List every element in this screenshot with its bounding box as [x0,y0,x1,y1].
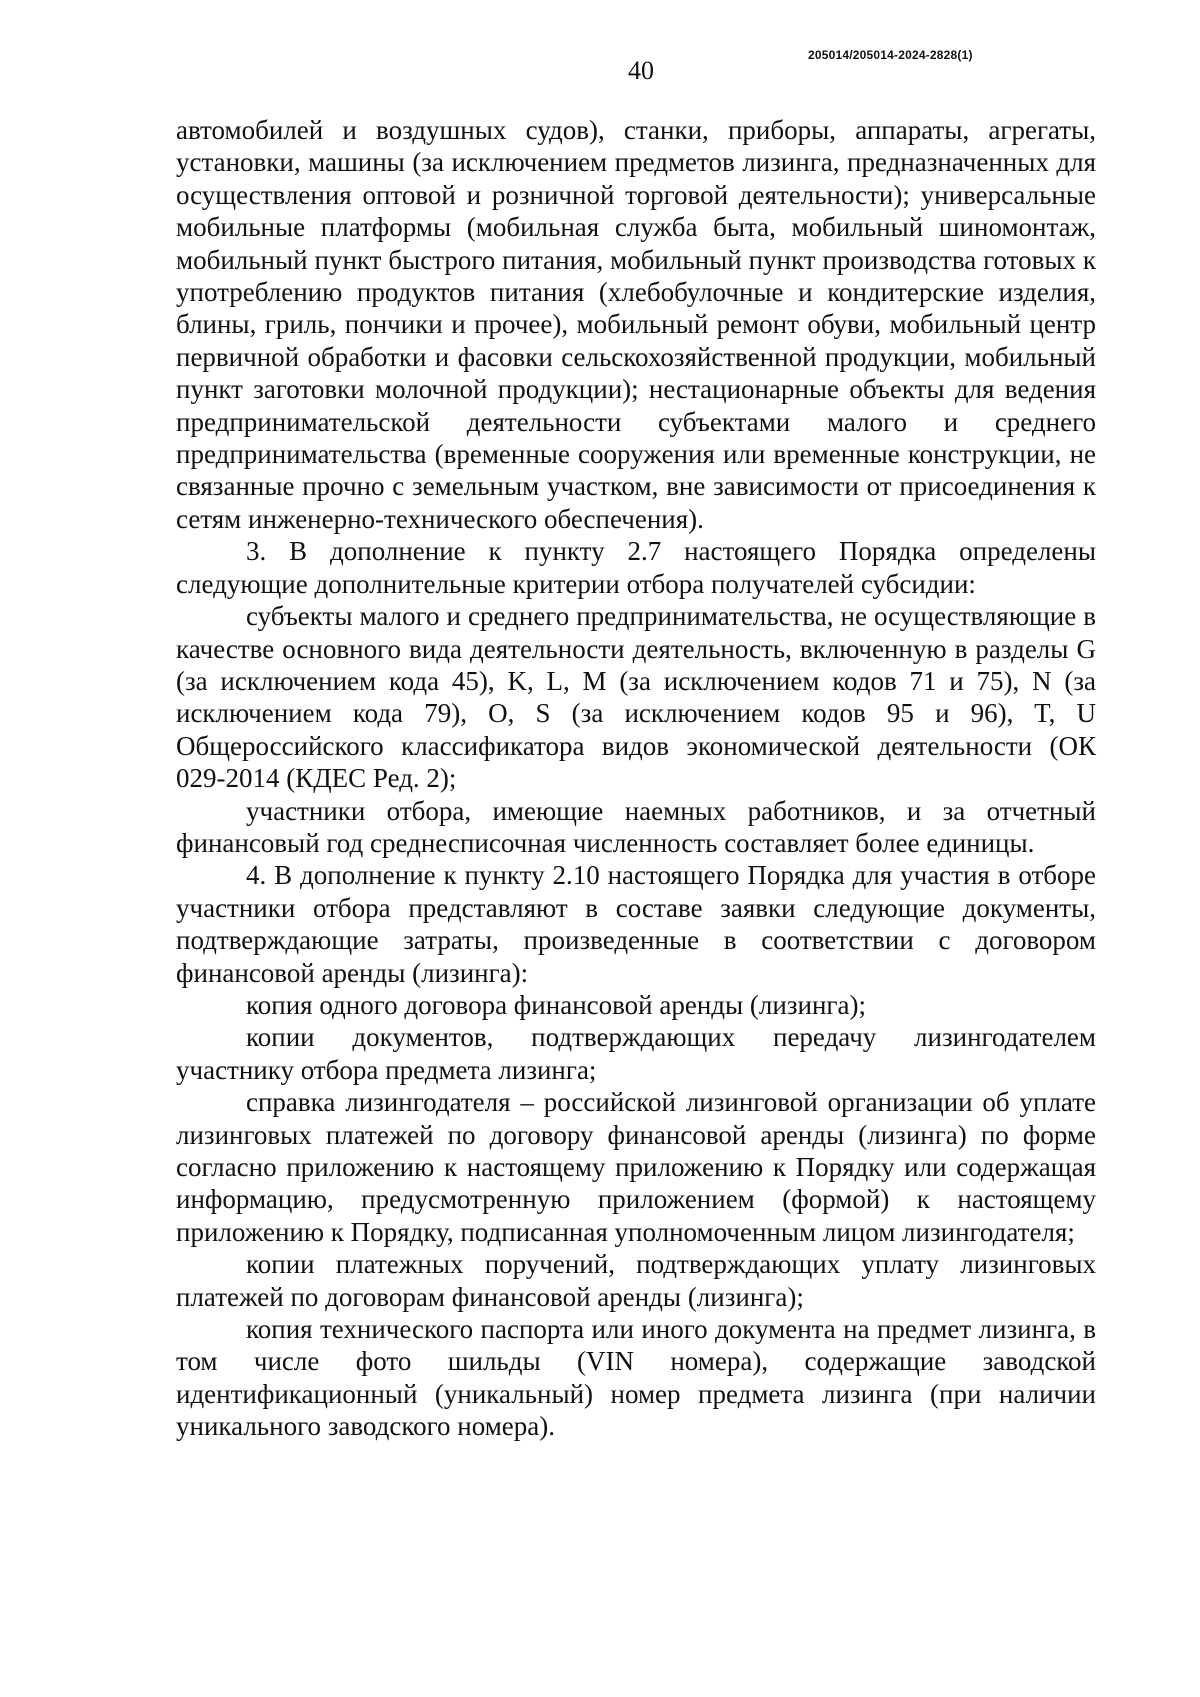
paragraph-criterion-employees: участники отбора, имеющие наемных работников, и за отчетный финансовый год среднесписочная численность составляет более единицы. [176,795,1096,858]
paragraph-continuation: автомобилей и воздушных судов), станки, приборы, аппараты, агрегаты, установки, машины (за исключением предметов лизинга, предназначенных для осуществления оптовой и розничной торговой деятельности); универсальные мобильные платформы (мобильная служба быта, мобильный шиномонтаж, мобильный пункт быстрого питания, мобильный пункт производства готовых к употреблению продуктов питания (хлебобулочные и кондитерские изделия, блины, гриль, пончики и прочее), мобильный ремонт обуви, мобильный центр первичной обработки и фасовки сельскохозяйственной продукции, мобильный пункт заготовки молочной продукции); нестационарные объекты для ведения предпринимательской деятельности субъектами малого и среднего предпринимательства (временные сооружения или временные конструкции, не связанные прочно с земельным участком, вне зависимости от присоединения к сетям инженерно-технического обеспечения). [176,115,1096,534]
paragraph-doc-payment-orders: копии платежных поручений, подтверждающих уплату лизинговых платежей по договорам финансовой аренды (лизинга); [176,1249,1096,1312]
page-number: 40 [628,56,654,85]
paragraph-item-3: 3. В дополнение к пункту 2.7 настоящего Порядка определены следующие дополнительные критерии отбора получателей субсидии: [176,536,1096,599]
paragraph-doc-lease-contract: копия одного договора финансовой аренды (лизинга); [246,989,866,1020]
paragraph-item-4: 4. В дополнение к пункту 2.10 настоящего Порядка для участия в отборе участники отбора представляют в составе заявки следующие документы, подтверждающие затраты, произведенные в соответствии с договором финансовой аренды (лизинга): [176,860,1096,988]
document-id: 205014/205014-2024-2828(1) [808,48,973,62]
paragraph-doc-lessor-certificate: справка лизингодателя – российской лизинговой организации об уплате лизинговых платежей по договору финансовой аренды (лизинга) по форме согласно приложению к настоящему приложению к Порядку или содержащая информацию, предусмотренную приложением (формой) к настоящему приложению к Порядку, подписанная уполномоченным лицом лизингодателя; [176,1087,1096,1247]
paragraph-criterion-sme: субъекты малого и среднего предпринимательства, не осуществляющие в качестве основного вида деятельности деятельность, включенную в разделы G (за исключением кода 45), K, L, M (за исключением кодов 71 и 75), N (за исключением кода 79), O, S (за исключением кодов 95 и 96), T, U Общероссийского классификатора видов экономической деятельности (ОК 029-2014 (КДЕС Ред. 2); [176,601,1096,794]
paragraph-doc-technical-passport: копия технического паспорта или иного документа на предмет лизинга, в том числе фото шильды (VIN номера), содержащие заводской идентификационный (уникальный) номер предмета лизинга (при наличии уникального заводского номера). [176,1314,1096,1442]
document-body [176,114,1096,1443]
paragraph-doc-transfer: копии документов, подтверждающих передачу лизингодателем участнику отбора предмета лизинга; [176,1022,1096,1085]
